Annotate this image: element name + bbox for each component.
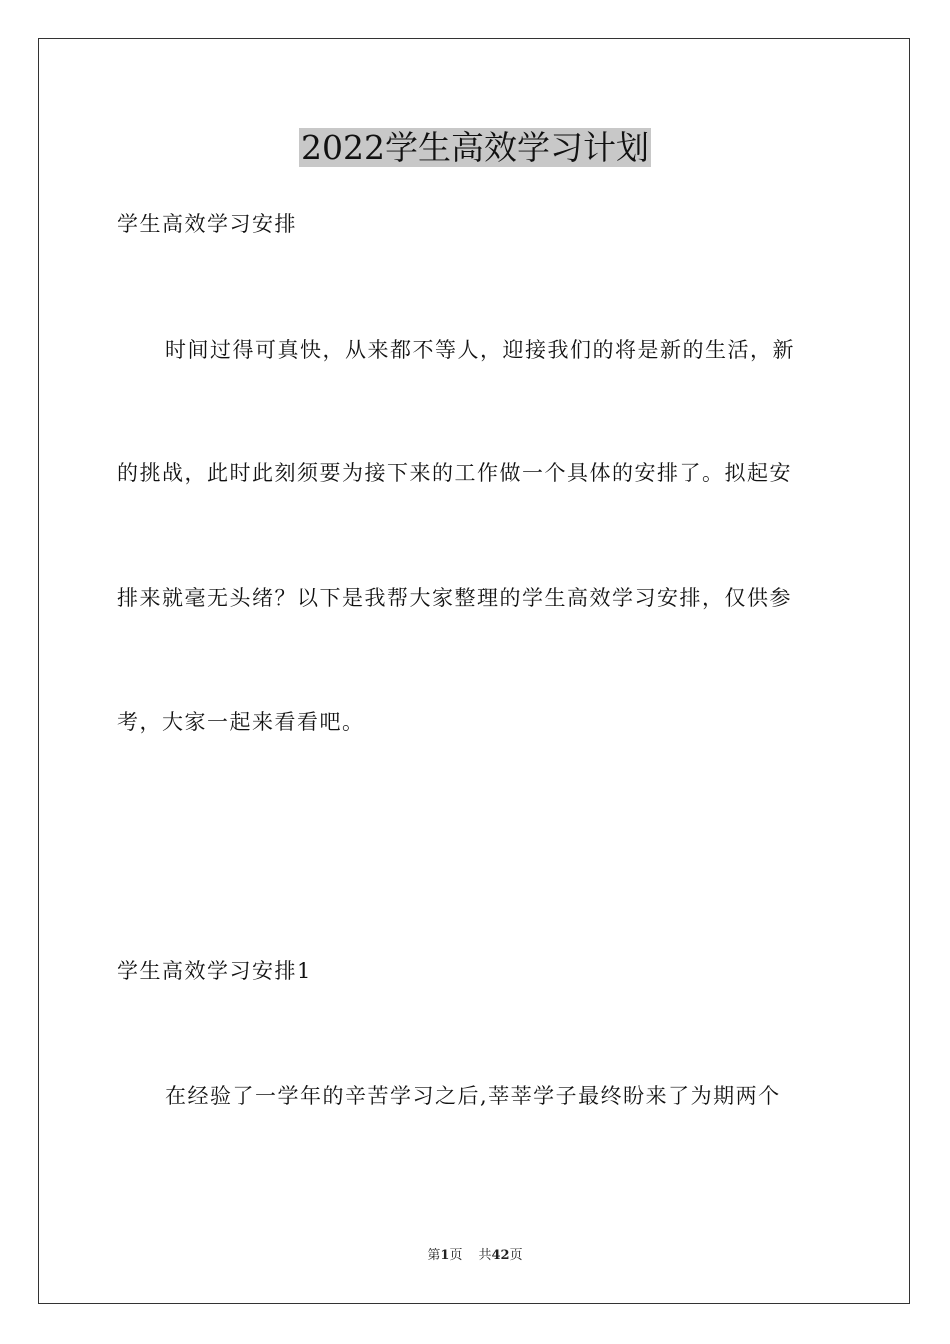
paragraph-line: 的挑战，此时此刻须要为接下来的工作做一个具体的安排了。拟起安 xyxy=(117,461,792,485)
paragraph-line: 时间过得可真快，从来都不等人，迎接我们的将是新的生活，新 xyxy=(165,338,795,362)
page-number: 1 xyxy=(440,1248,450,1263)
paragraph-line: 在经验了一学年的辛苦学习之后,莘莘学子最终盼来了为期两个 xyxy=(165,1084,781,1108)
paragraph-line: 排来就毫无头绪？以下是我帮大家整理的学生高效学习安排，仅供参 xyxy=(117,586,792,610)
section-heading: 学生高效学习安排 xyxy=(117,212,297,236)
total-suffix: 页 xyxy=(509,1248,523,1263)
document-title xyxy=(0,126,950,170)
page-footer xyxy=(0,1247,950,1265)
paragraph-line: 考，大家一起来看看吧。 xyxy=(117,710,365,734)
page-prefix: 第 xyxy=(427,1248,441,1263)
section-heading: 学生高效学习安排1 xyxy=(117,959,312,983)
total-prefix: 共 xyxy=(478,1248,492,1263)
total-pages: 42 xyxy=(491,1248,510,1263)
document-title-text: 2022学生高效学习计划 xyxy=(301,128,649,167)
page-suffix: 页 xyxy=(449,1248,463,1263)
